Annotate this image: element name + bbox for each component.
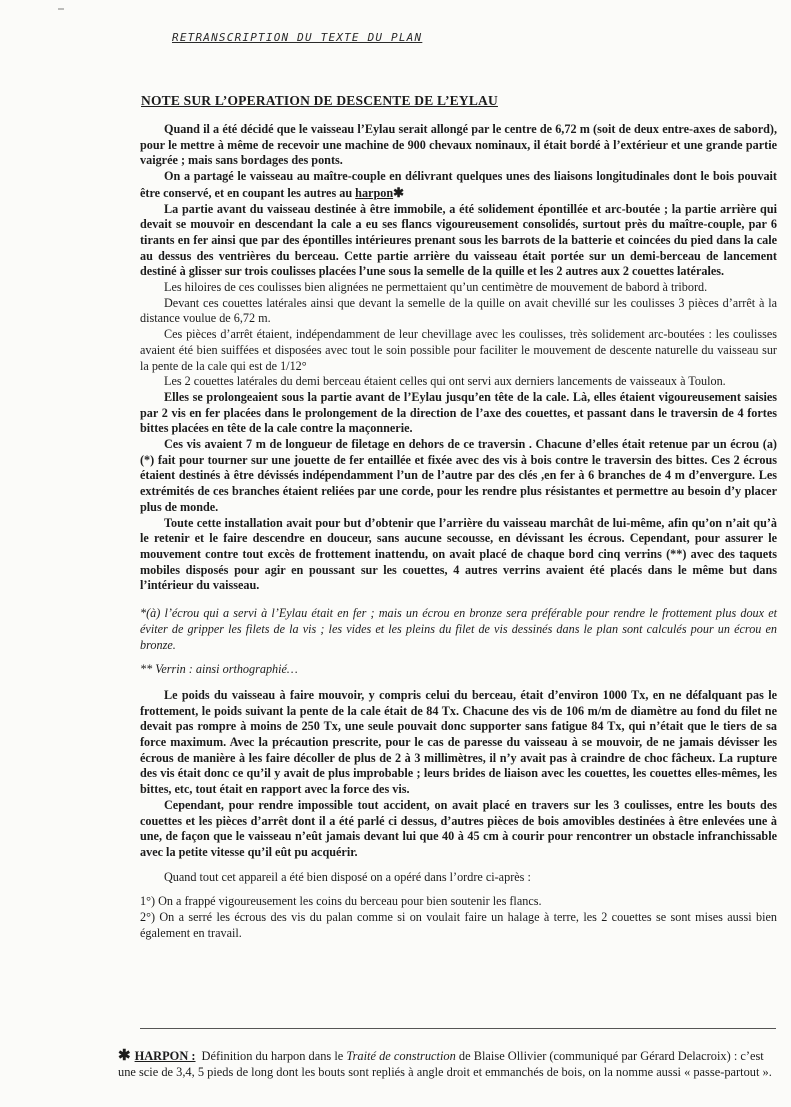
note-b: ** Verrin : ainsi orthographié…: [140, 662, 298, 677]
spacer: [140, 861, 777, 870]
paragraph: [140, 169, 777, 201]
footnote-text: de Blaise Ollivier (communiqué par Gérard Delacroix) : c’est une scie de 3,4, 5 pieds de long dont les bouts sont repliés à angle droit et emmanchés de bois, on la nomme aussi « passe-partout ».: [118, 1049, 772, 1079]
paragraph: Les hiloires de ces coulisses bien alignées ne permettaient qu’un centimètre de mouvement de babord à tribord.: [164, 280, 708, 295]
footnote-text: Définition du harpon dans le: [201, 1049, 347, 1063]
harpon-footnote: [118, 1049, 778, 1080]
paragraph: Cependant, pour rendre impossible tout accident, on avait placé en travers sur les 3 coulisses, entre les bouts des couettes et les pièces d’arrêt dont il a été parlé ci dessus, d’autres pièces de bois amovibles destinées à être enlevées une à une, de façon que le vaisseau n’eût jamais devant lui que 40 à 45 cm à courir pour rencontrer un obstacle infranchissable avec la petite vitesse qu’il eût pu acquérir.: [140, 797, 777, 859]
paragraph: Devant ces couettes latérales ainsi que devant la semelle de la quille on avait chevillé sur les coulisses 3 pièces d’arrêt à la distance voulue de 6,72 m.: [140, 295, 777, 326]
paragraph: Ces pièces d’arrêt étaient, indépendamment de leur chevillage avec les coulisses, très solidement arc-boutées : les coulisses avaient été bien suiffées et disposées avec tout le soin possible pour faciliter le mouvement de descente naturelle du vaisseau sur la pente de la cale qui est de 1/12°: [140, 327, 777, 373]
paragraph: Les 2 couettes latérales du demi berceau étaient celles qui ont servi aux derniers lancements de vaisseaux à Toulon.: [164, 374, 726, 389]
spacer: [140, 653, 777, 662]
asterisk-icon: ✱: [118, 1048, 131, 1064]
paragraph: Quand il a été décidé que le vaisseau l’Eylau serait allongé par le centre de 6,72 m (soit de deux entre-axes de sabord), pour le mettre à même de recevoir une machine de 900 chevaux nominaux, il était bordé à l’extérieur et une grande partie vaigrée ; mais sans bordages des ponts.: [140, 122, 777, 168]
paragraph: Ces vis avaient 7 m de longueur de filetage en dehors de ce traversin . Chacune d’elles était retenue par un écrou (a)(*) fait pour tourner sur une jouette de fer entaillée et fixée avec des vis à bois contre le traversin des bittes. Ces 2 écrous étaient destinés à être dévissés indépendamment l’un de l’autre par des clés ,en fer à 6 branches de 4 m d’envergure. Les extrémités de ces branches étaient reliées par une corde, pour les rendre plus résistantes et permettre au besoin d’y placer plus de monde.: [140, 437, 777, 514]
footnote-label: HARPON :: [134, 1049, 196, 1063]
book-title: Traité de construction: [346, 1049, 456, 1063]
scan-speck: [58, 8, 64, 10]
paragraph: Quand tout cet appareil a été bien disposé on a opéré dans l’ordre ci-après :: [164, 869, 531, 884]
paragraph: Le poids du vaisseau à faire mouvoir, y compris celui du berceau, était d’environ 1000 Tx, en ne défalquant pas le frottement, le poids suivant la pente de la cale était de 84 Tx. Chacune des vis de 106 m/m de diamètre au fond du filet ne devait pas rompre à moins de 250 Tx, une seule pouvait donc supporter sans fatigue 84 Tx, qui n’était que le tiers de sa force maximum. Avec la précaution prescrite, pour le cas de paresse du vaisseau à se mouvoir, de ne jamais dévisser les écrous de manière à les faire décoller de plus de 2 à 3 millimètres, il n’y avait pas à craindre de choc fâcheux. La rupture des vis était donc ce qu’il y avait de plus improbable ; leurs brides de liaison avec les couettes, les couettes elles-mêmes, les bittes, etc, tout était en rapport avec la force des vis.: [140, 687, 777, 797]
step-1: 1°) On a frappé vigoureusement les coins du berceau pour bien soutenir les flancs.: [140, 894, 542, 909]
document-body: [140, 122, 777, 941]
spacer: [140, 678, 777, 688]
document-title: NOTE SUR L’OPERATION DE DESCENTE DE L’EYLAU: [141, 93, 498, 108]
asterisk-icon: ✱: [393, 184, 405, 200]
paragraph: Elles se prolongeaient sous la partie avant de l’Eylau jusqu’en tête de la cale. Là, elles étaient vigoureusement saisies par 2 vis en fer placées dans le prolongement de la direction de l’axe des couettes, et passant dans le traversin de 4 fortes bittes placées en tête de la cale contre la maçonnerie.: [140, 389, 777, 436]
paragraph-text: On a partagé le vaisseau au maître-couple en délivrant quelques unes des liaisons longitudinales dont le bois pouvait être conservé, et en coupant les autres au: [140, 169, 777, 200]
divider: [140, 1028, 776, 1029]
paragraph: Toute cette installation avait pour but d’obtenir que l’arrière du vaisseau marchât de lui-même, afin qu’on n’ait qu’à le retenir et le faire descendre en douceur, sans aucune secousse, en dévissant les écrous. Cependant, pour assurer le mouvement contre tout excès de frottement inattendu, on avait placé de chaque bord cinq verrins (**) avec des taquets mobiles disposés pour agir en poussant sur les couettes, 4 autres verrins avaient été placés dans le même but dans l’intérieur du vaisseau.: [140, 515, 777, 593]
step-2: 2°) On a serré les écrous des vis du palan comme si on voulait faire un halage à terre, les 2 couettes se sont mises aussi bien également en travail.: [140, 910, 777, 940]
note-a: *(à) l’écrou qui a servi à l’Eylau était en fer ; mais un écrou en bronze sera préférable pour rendre le frottement plus doux et éviter de gripper les filets de la vis ; les vides et les pleins du filet de vis dessinés dans le plan sont calculés pour un écrou en bronze.: [140, 606, 777, 652]
paragraph: La partie avant du vaisseau destinée à être immobile, a été solidement épontillée et arc-boutée ; la partie arrière qui devait se mouvoir en descendant la cale a eu ses flancs vigoureusement consolidés, surtout près du maître-couple, par 6 tirants en fer ainsi que par des épontilles intérieures prenant sous les barrots de la batterie et coincées du pied dans la cale au dessus des ventrières du berceau. Cette partie arrière du vaisseau était portée sur un demi-berceau de lancement destiné à glisser sur trois coulisses placées l’une sous la semelle de la quille et les 2 autres aux 2 couettes latérales.: [140, 201, 777, 279]
handwritten-heading: RETRANSCRIPTION DU TEXTE DU PLAN: [172, 31, 423, 44]
spacer: [140, 594, 777, 606]
spacer: [140, 885, 777, 894]
harpon-reference: harpon: [355, 185, 394, 200]
